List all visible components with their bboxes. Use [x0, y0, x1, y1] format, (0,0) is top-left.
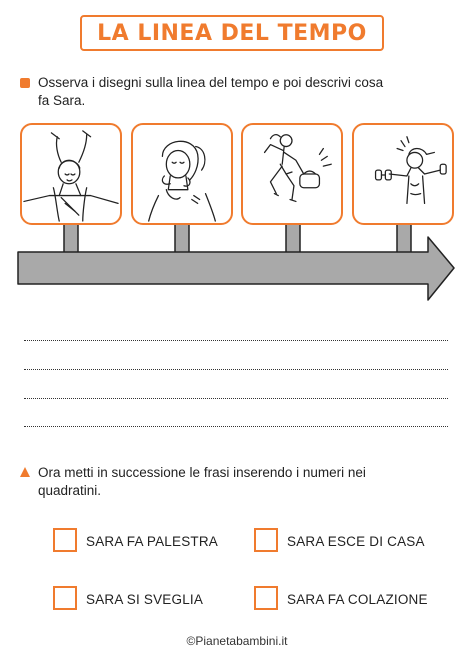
- order-checkbox-3[interactable]: [53, 586, 77, 610]
- sentence-4: SARA FA COLAZIONE: [287, 592, 428, 607]
- timeline-panel-4: [352, 123, 454, 225]
- lifting-dumbbells-icon: [354, 125, 452, 223]
- page-title: LA LINEA DEL TEMPO: [97, 20, 367, 46]
- timeline-arrow-shape: [18, 237, 454, 300]
- footer-credit: ©Pianetabambini.it: [186, 634, 288, 648]
- exercise2-instruction-line2: quadratini.: [38, 483, 102, 498]
- writing-line[interactable]: [24, 426, 448, 427]
- drinking-girl-icon: [133, 125, 231, 223]
- sentence-3: SARA SI SVEGLIA: [86, 592, 204, 607]
- timeline-connector: [286, 224, 300, 254]
- exercise2-instruction-line1: Ora metti in successione le frasi inserendo i numeri nei: [38, 465, 366, 480]
- writing-line[interactable]: [24, 398, 448, 399]
- timeline-panel-2: [131, 123, 233, 225]
- running-with-bag-icon: [243, 125, 341, 223]
- bullet-triangle-icon: [20, 467, 30, 477]
- exercise1-instruction-line2: fa Sara.: [38, 93, 86, 108]
- writing-line[interactable]: [24, 369, 448, 370]
- timeline-connector: [64, 224, 78, 254]
- order-checkbox-1[interactable]: [53, 528, 77, 552]
- sentence-1: SARA FA PALESTRA: [86, 534, 219, 549]
- writing-line[interactable]: [24, 340, 448, 341]
- timeline-connector: [175, 224, 189, 254]
- exercise2-instruction: [38, 464, 366, 500]
- order-checkbox-2[interactable]: [254, 528, 278, 552]
- order-checkbox-4[interactable]: [254, 586, 278, 610]
- exercise1-instruction-line1: Osserva i disegni sulla linea del tempo e poi descrivi cosa: [38, 75, 384, 90]
- sentence-2: SARA ESCE DI CASA: [287, 534, 425, 549]
- timeline-panel-1: [20, 123, 122, 225]
- timeline-connector: [397, 224, 411, 254]
- timeline-panel-3: [241, 123, 343, 225]
- stretching-girl-icon: [22, 125, 120, 223]
